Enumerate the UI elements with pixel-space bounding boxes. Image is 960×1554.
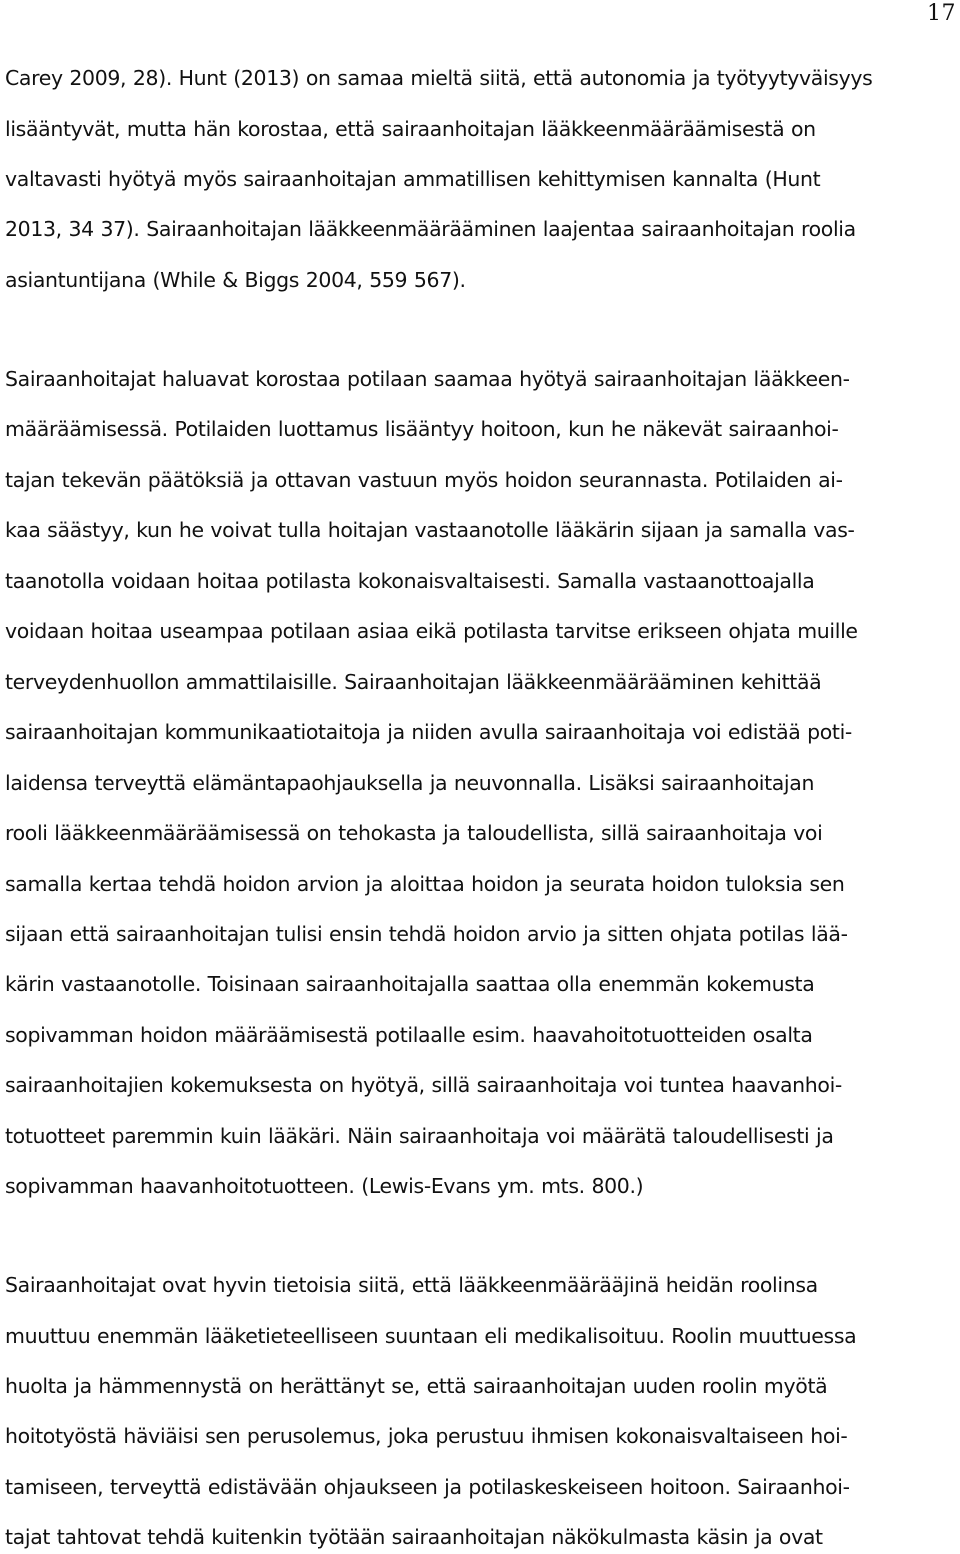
text-line: muuttuu enemmän lääketieteelliseen suuntaan eli medikalisoituu. Roolin muuttuessa <box>5 1323 857 1348</box>
text-line: sairaanhoitajan kommunikaatiotaitoja ja niiden avulla sairaanhoitaja voi edistää poti- <box>5 720 852 745</box>
text-line: rooli lääkkeenmääräämisessä on tehokasta ja taloudellista, sillä sairaanhoitaja voi <box>5 821 823 845</box>
text-line: voidaan hoitaa useampaa potilaan asiaa eikä potilasta tarvitse erikseen ohjata muille <box>5 619 858 644</box>
text-line: tajan tekevän päätöksiä ja ottavan vastuun myös hoidon seurannasta. Potilaiden ai- <box>5 467 843 492</box>
text-line: 2013, 34 37). Sairaanhoitajan lääkkeenmäärääminen laajentaa sairaanhoitajan roolia <box>5 217 856 242</box>
text-line: Sairaanhoitajat haluavat korostaa potilaan saamaa hyötyä sairaanhoitajan lääkkeen- <box>5 367 850 391</box>
page-number: 17 <box>927 1 956 26</box>
text-line: kärin vastaanotolle. Toisinaan sairaanhoitajalla saattaa olla enemmän kokemusta <box>5 972 815 997</box>
text-line: sairaanhoitajien kokemuksesta on hyötyä, sillä sairaanhoitaja voi tuntea haavanhoi- <box>5 1073 842 1098</box>
text-line: valtavasti hyötyä myös sairaanhoitajan ammatillisen kehittymisen kannalta (Hunt <box>5 166 821 191</box>
text-line: tamiseen, terveyttä edistävään ohjaukseen ja potilaskeskeiseen hoitoon. Sairaanhoi- <box>5 1474 850 1499</box>
text-line: sopivamman haavanhoitotuotteen. (Lewis-Evans ym. mts. 800.) <box>5 1174 644 1199</box>
text-line: lisääntyvät, mutta hän korostaa, että sairaanhoitajan lääkkeenmääräämisestä on <box>5 116 816 141</box>
text-line: määräämisessä. Potilaiden luottamus lisääntyy hoitoon, kun he näkevät sairaanhoi- <box>5 417 839 442</box>
text-line: sopivamman hoidon määräämisestä potilaalle esim. haavahoitotuotteiden osalta <box>5 1022 813 1047</box>
text-line: totuotteet paremmin kuin lääkäri. Näin sairaanhoitaja voi määrätä taloudellisesti ja <box>5 1123 834 1148</box>
text-line: asiantuntijana (While & Biggs 2004, 559 567). <box>5 267 466 292</box>
text-line: samalla kertaa tehdä hoidon arvion ja aloittaa hoidon ja seurata hoidon tuloksia sen <box>5 871 845 896</box>
text-line: tajat tahtovat tehdä kuitenkin työtään sairaanhoitajan näkökulmasta käsin ja ovat <box>5 1525 823 1550</box>
text-line: huolta ja hämmennystä on herättänyt se, että sairaanhoitajan uuden roolin myötä <box>5 1373 828 1398</box>
text-line: sijaan että sairaanhoitajan tulisi ensin tehdä hoidon arvio ja sitten ohjata potilas lää- <box>5 922 848 946</box>
text-line: laidensa terveyttä elämäntapaohjauksella ja neuvonnalla. Lisäksi sairaanhoitajan <box>5 770 815 795</box>
text-line: hoitotyöstä häviäisi sen perusolemus, joka perustuu ihmisen kokonaisvaltaiseen hoi- <box>5 1424 848 1449</box>
text-line: Carey 2009, 28). Hunt (2013) on samaa mieltä siitä, että autonomia ja työtyytyväisyys <box>5 66 873 90</box>
text-line: taanotolla voidaan hoitaa potilasta kokonaisvaltaisesti. Samalla vastaanottoajalla <box>5 568 815 593</box>
text-line: Sairaanhoitajat ovat hyvin tietoisia siitä, että lääkkeenmäärääjinä heidän roolinsa <box>5 1273 818 1297</box>
text-line: terveydenhuollon ammattilaisille. Sairaanhoitajan lääkkeenmäärääminen kehittää <box>5 669 822 694</box>
text-line: kaa säästyy, kun he voivat tulla hoitajan vastaanotolle lääkärin sijaan ja samalla vas- <box>5 518 855 543</box>
